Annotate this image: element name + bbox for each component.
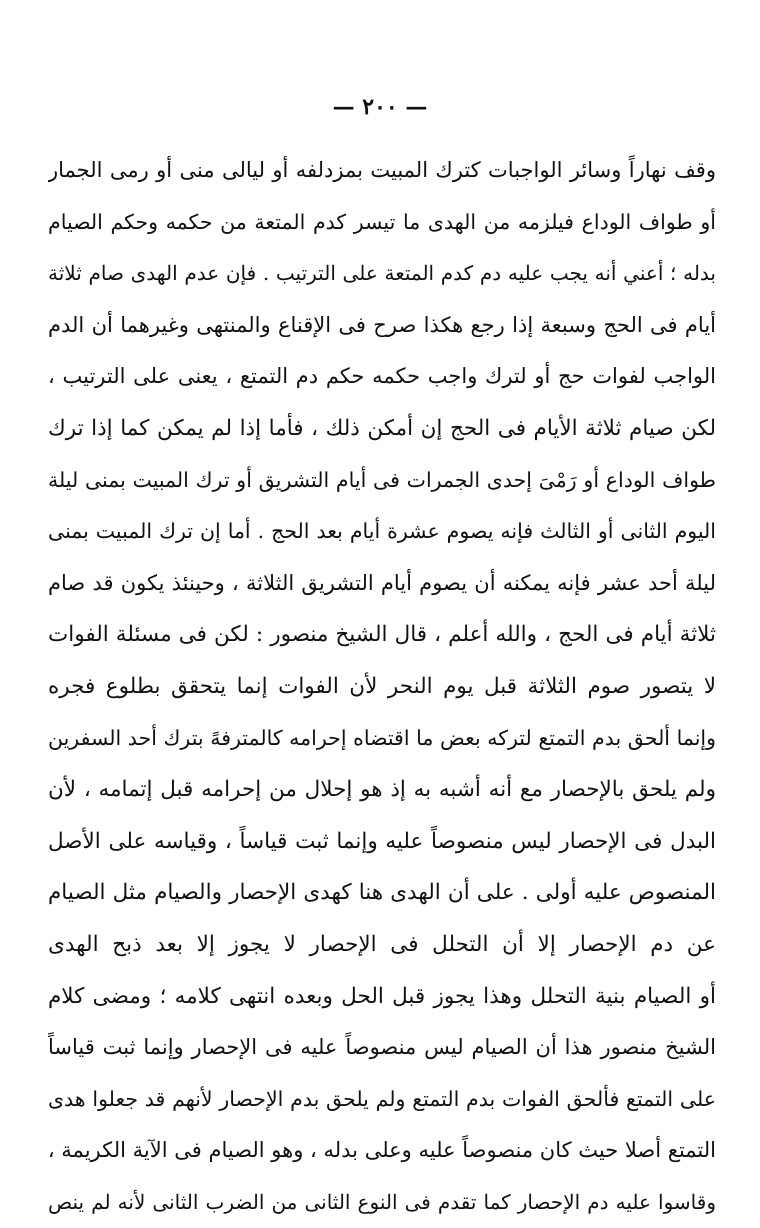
- text-line: التمتع أصلا حيث كان منصوصاً عليه وعلى بدله ، وهو الصيام فى الآية الكريمة ،: [48, 1138, 716, 1163]
- text-line: ليلة أحد عشر فإنه يمكنه أن يصوم أيام التشريق الثلاثة ، وحينئذ يكون قد صام: [48, 570, 716, 595]
- text-line: أيام فى الحج وسبعة إذا رجع هكذا صرح فى الإقناع والمنتهى وغيرهما أن الدم: [48, 312, 716, 337]
- text-line: طواف الوداع أو رَمْىَ إحدى الجمرات فى أيام التشريق أو ترك المبيت بمنى ليلة: [48, 467, 716, 492]
- text-line: الواجب لفوات حج أو لترك واجب حكمه حكم دم التمتع ، يعنى على الترتيب ،: [48, 364, 716, 389]
- text-line: على التمتع فألحق الفوات بدم التمتع ولم يلحق بدم الإحصار لأنهم قد جعلوا هدى: [48, 1086, 716, 1111]
- text-line: بدله ؛ أعني أنه يجب عليه دم كدم المتعة على الترتيب . فإن عدم الهدى صام ثلاثة: [48, 261, 716, 286]
- text-line: البدل فى الإحصار ليس منصوصاً عليه وإنما ثبت قياساً ، وقياسه على الأصل: [48, 828, 716, 854]
- text-line: وقف نهاراً وسائر الواجبات كترك المبيت بمزدلفه أو ليالى منى أو رمى الجمار: [48, 158, 716, 182]
- text-line: لا يتصور صوم الثلاثة قبل يوم النحر لأن الفوات إنما يتحقق بطلوع فجره: [48, 673, 716, 699]
- text-line: عن دم الإحصار إلا أن التحلل فى الإحصار لا يجوز إلا بعد ذبح الهدى: [48, 931, 716, 957]
- text-line: المنصوص عليه أولى . على أن الهدى هنا كهدى الإحصار والصيام مثل الصيام: [48, 880, 716, 906]
- page-number: — ٢٠٠ —: [332, 94, 428, 120]
- text-line: الشيخ منصور هذا أن الصيام ليس منصوصاً عليه فى الإحصار وإنما ثبت قياساً: [48, 1035, 716, 1060]
- text-line: لكن صيام ثلاثة الأيام فى الحج إن أمكن ذلك ، فأما إذا لم يمكن كما إذا ترك: [48, 415, 716, 441]
- text-line: أو طواف الوداع فيلزمه من الهدى ما تيسر كدم المتعة من حكمه وحكم الصيام: [48, 209, 716, 234]
- text-line: وإنما ألحق بدم التمتع لتركه بعض ما اقتضاه إحرامه كالمترفهً بترك أحد السفرين: [48, 725, 716, 750]
- text-line: اليوم الثانى أو الثالث فإنه يصوم عشرة أيام بعد الحج . أما إن ترك المبيت بمنى: [48, 519, 716, 544]
- text-line: ثلاثة أيام فى الحج ، والله أعلم ، قال الشيخ منصور : لكن فى مسئلة الفوات: [48, 622, 716, 648]
- text-line: ولم يلحق بالإحصار مع أنه أشبه به إذ هو إحلال من إحرامه قبل إتمامه ، لأن: [48, 777, 716, 803]
- text-line: أو الصيام بنية التحلل وهذا يجوز قبل الحل وبعده انتهى كلامه ؛ ومضى كلام: [48, 983, 716, 1009]
- body-text: [48, 145, 716, 1228]
- text-line: وقاسوا عليه دم الإحصار كما تقدم فى النوع الثانى من الضرب الثانى لأنه لم ينص: [48, 1189, 716, 1214]
